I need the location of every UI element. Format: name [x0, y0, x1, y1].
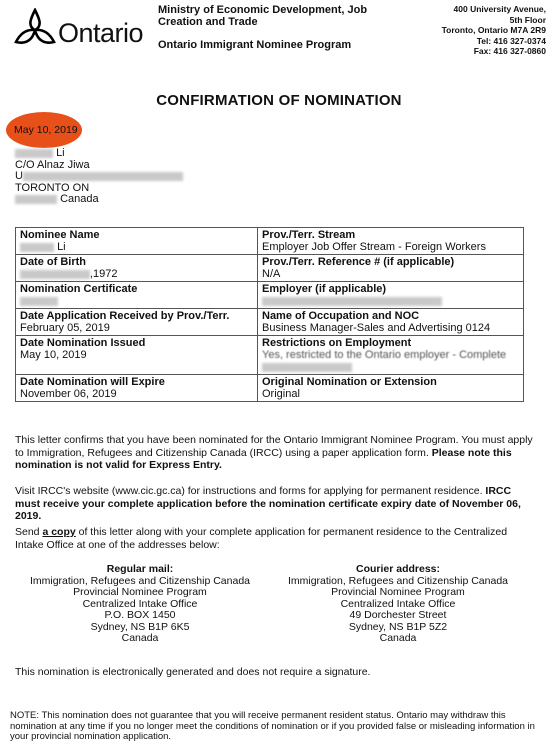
original-value: Original — [262, 388, 300, 400]
address-line: Canada — [379, 632, 417, 644]
redacted-nominee — [20, 243, 54, 252]
redacted-name — [15, 149, 53, 158]
nomination-details-table — [15, 227, 524, 402]
expire-value: November 06, 2019 — [20, 388, 117, 400]
dob-label: Date of Birth — [20, 256, 86, 268]
original-label: Original Nomination or Extension — [262, 376, 437, 388]
copy-emphasis: a copy — [42, 526, 76, 538]
paragraph-send-copy — [15, 526, 537, 551]
reference-label: Prov./Terr. Reference # (if applicable) — [262, 256, 455, 268]
employer-label: Employer (if applicable) — [262, 283, 387, 295]
redacted-postal — [15, 195, 57, 204]
stream-value: Employer Job Offer Stream - Foreign Workers — [262, 241, 486, 253]
reference-value: N/A — [262, 268, 281, 280]
nominee-name-value: Li — [57, 241, 66, 253]
occupation-label: Name of Occupation and NOC — [262, 310, 420, 322]
document-title: CONFIRMATION OF NOMINATION — [156, 92, 402, 109]
certificate-label: Nomination Certificate — [20, 283, 138, 295]
ministry-name: Ministry of Economic Development, Job Creation and Trade — [158, 4, 368, 28]
address-line: Provincial Nominee Program — [73, 586, 207, 598]
paragraph-bold: Please note this nomination is not valid for Express Entry. — [15, 446, 512, 471]
address-line: P.O. BOX 1450 — [104, 609, 176, 621]
address-line: Toronto, Ontario M7A 2R9 — [441, 25, 546, 35]
redacted-restriction — [262, 363, 352, 372]
paragraph-text: of this letter along with your complete application for permanent residence to the Centralized Intake Office at one of the addresses below: — [15, 526, 508, 551]
paragraph-text: Send — [15, 526, 43, 538]
address-line: 49 Dorchester Street — [349, 609, 447, 621]
stream-label: Prov./Terr. Stream — [262, 229, 356, 241]
paragraph-confirmation — [15, 434, 537, 472]
recipient-name: Li — [56, 147, 65, 159]
paragraph-text: This letter confirms that you have been nominated for the Ontario Immigrant Nominee Program. You must apply to Immigration, Refugees and Citizenship Canada (IRCC) using a paper application form. — [15, 434, 533, 459]
address-line: Tel: 416 327-0374 — [476, 35, 546, 46]
issued-label: Date Nomination Issued — [20, 337, 146, 349]
issued-value: May 10, 2019 — [20, 349, 87, 361]
address-line: Canada — [121, 632, 159, 644]
paragraph-bold: IRCC must receive your complete application before the nomination certificate expiry date of November 06, 2019. — [15, 485, 521, 522]
nominee-name-label: Nominee Name — [20, 229, 100, 241]
recipient-country: Canada — [60, 193, 99, 206]
paragraph-text: Visit IRCC's website (www.cic.gc.ca) for instructions and forms for applying for permanent residence. — [15, 485, 483, 497]
address-line: Fax: 416 327-0860 — [473, 46, 546, 56]
restrictions-label: Restrictions on Employment — [262, 337, 412, 349]
restrictions-value: Yes, restricted to the Ontario employer - Complete — [262, 349, 507, 361]
address-line: Sydney, NS B1P 6K5 — [90, 620, 190, 633]
received-value: February 05, 2019 — [20, 322, 110, 334]
courier-address — [278, 564, 518, 645]
recipient-address: Li C/O Alnaz Jiwa U TORONTO ON Canada — [15, 148, 183, 206]
address-line: Immigration, Refugees and Citizenship Canada — [29, 574, 251, 587]
address-line: 5th Floor — [509, 14, 546, 25]
paragraph-ircc — [15, 485, 537, 523]
expire-label: Date Nomination will Expire — [20, 376, 165, 388]
program-name: Ontario Immigrant Nominee Program — [158, 39, 352, 51]
electronic-note: This nomination is electronically generated and does not require a signature. — [15, 666, 371, 678]
regular-mail-heading: Regular mail: — [106, 563, 174, 575]
logo-wordmark: Ontario — [58, 18, 144, 48]
trillium-icon — [14, 8, 56, 50]
dob-value: ,1972 — [90, 268, 118, 280]
footer-note: NOTE: This nomination does not guarantee that you will receive permanent resident status. Ontario may withdraw this nomination at any time if you no longer meet the conditions of nomination or if you provided false or misleading information in your provincial nomination application. — [10, 710, 535, 742]
office-address — [442, 4, 546, 57]
occupation-value: Business Manager-Sales and Advertising 0124 — [262, 322, 491, 334]
address-line: Centralized Intake Office — [340, 597, 456, 610]
address-line: Provincial Nominee Program — [331, 586, 465, 598]
redacted-dob — [20, 270, 90, 279]
redacted-employer — [262, 297, 442, 306]
address-line: Sydney, NS B1P 5Z2 — [348, 620, 448, 633]
address-line: Centralized Intake Office — [82, 597, 198, 610]
address-line: 400 University Avenue, — [453, 4, 546, 14]
letter-date: May 10, 2019 — [14, 124, 78, 136]
regular-mail-address — [20, 564, 260, 645]
redacted-certificate — [20, 297, 58, 306]
care-of: C/O Alnaz Jiwa — [15, 158, 90, 171]
address-line: Immigration, Refugees and Citizenship Canada — [287, 574, 509, 587]
recipient-city: TORONTO ON — [15, 181, 90, 194]
courier-heading: Courier address: — [355, 563, 441, 575]
received-label: Date Application Received by Prov./Terr. — [20, 310, 230, 322]
redacted-street — [23, 172, 183, 181]
